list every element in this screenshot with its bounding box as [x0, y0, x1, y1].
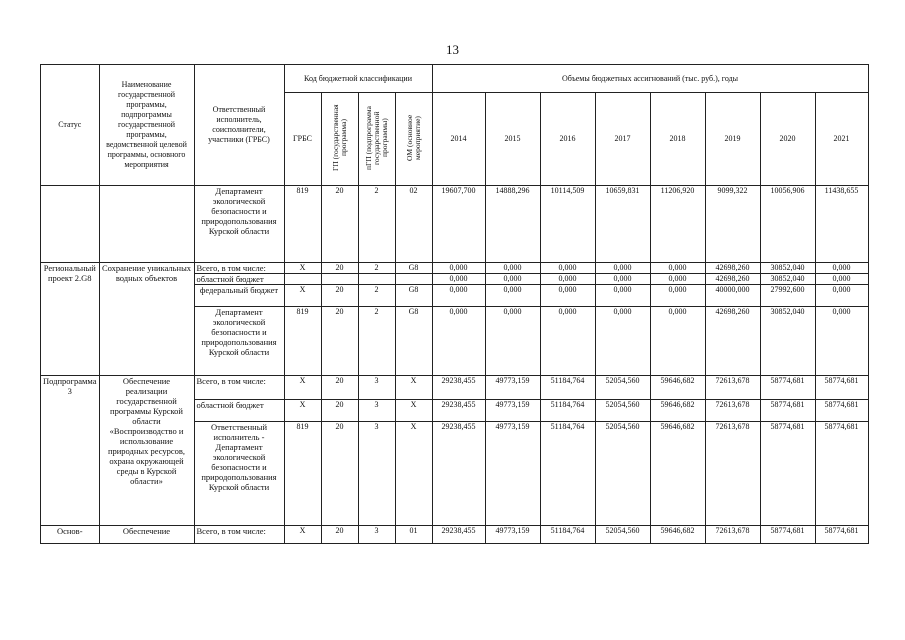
value-cell: 49773,159	[485, 400, 540, 422]
value-cell: 10056,906	[760, 186, 815, 263]
value-cell: 58774,681	[760, 376, 815, 400]
value-cell: 0,000	[815, 263, 868, 274]
grbs-cell: 819	[284, 186, 321, 263]
value-cell: 72613,678	[705, 422, 760, 526]
grbs-cell: 819	[284, 422, 321, 526]
value-cell: 30852,040	[760, 263, 815, 274]
page-number: 13	[446, 42, 459, 57]
value-cell: 0,000	[595, 263, 650, 274]
table-row	[41, 526, 869, 544]
grbs-cell: X	[284, 376, 321, 400]
value-cell: 51184,764	[540, 526, 595, 544]
value-cell: 0,000	[650, 285, 705, 307]
pgp-cell	[358, 274, 395, 285]
value-cell: 11438,655	[815, 186, 868, 263]
gp-cell: 20	[321, 400, 358, 422]
grbs-cell: X	[284, 526, 321, 544]
table-row	[41, 263, 869, 274]
value-cell: 59646,682	[650, 376, 705, 400]
header-year: 2015	[485, 93, 540, 186]
pgp-cell: 2	[358, 263, 395, 274]
value-cell: 42698,260	[705, 274, 760, 285]
value-cell: 49773,159	[485, 526, 540, 544]
om-cell	[395, 274, 432, 285]
gp-cell: 20	[321, 285, 358, 307]
value-cell: 0,000	[650, 263, 705, 274]
header-grbs: ГРБС	[284, 93, 321, 186]
om-cell: X	[395, 376, 432, 400]
gp-cell: 20	[321, 186, 358, 263]
header-year: 2017	[595, 93, 650, 186]
pgp-cell: 2	[358, 186, 395, 263]
pgp-cell: 3	[358, 526, 395, 544]
executor-cell: Всего, в том числе:	[194, 526, 284, 544]
header-status: Статус	[41, 65, 100, 186]
value-cell: 59646,682	[650, 526, 705, 544]
status-cell	[41, 186, 100, 263]
grbs-cell	[284, 274, 321, 285]
executor-cell: Департамент экологической безопасности и природопользования Курской области	[194, 186, 284, 263]
value-cell: 9099,322	[705, 186, 760, 263]
value-cell: 14888,296	[485, 186, 540, 263]
om-cell: G8	[395, 285, 432, 307]
header-row-1	[41, 65, 869, 93]
value-cell: 30852,040	[760, 274, 815, 285]
name-cell: Сохранение уникальных водных объектов	[99, 263, 194, 376]
executor-cell: областной бюджет	[194, 400, 284, 422]
value-cell: 30852,040	[760, 307, 815, 376]
grbs-cell: 819	[284, 307, 321, 376]
executor-cell: Всего, в том числе:	[194, 376, 284, 400]
value-cell: 52054,560	[595, 376, 650, 400]
table-row	[41, 376, 869, 400]
value-cell: 0,000	[540, 285, 595, 307]
value-cell: 29238,455	[432, 422, 485, 526]
value-cell: 58774,681	[815, 526, 868, 544]
executor-cell: Всего, в том числе:	[194, 263, 284, 274]
header-year: 2020	[760, 93, 815, 186]
value-cell: 72613,678	[705, 400, 760, 422]
value-cell: 42698,260	[705, 307, 760, 376]
value-cell: 58774,681	[760, 422, 815, 526]
gp-cell: 20	[321, 376, 358, 400]
om-cell: 02	[395, 186, 432, 263]
value-cell: 49773,159	[485, 376, 540, 400]
grbs-cell: X	[284, 400, 321, 422]
gp-cell	[321, 274, 358, 285]
value-cell: 59646,682	[650, 400, 705, 422]
grbs-cell: X	[284, 263, 321, 274]
header-year: 2018	[650, 93, 705, 186]
value-cell: 0,000	[650, 307, 705, 376]
status-cell: Подпрограмма 3	[41, 376, 100, 526]
gp-cell: 20	[321, 263, 358, 274]
om-cell: 01	[395, 526, 432, 544]
value-cell: 11206,920	[650, 186, 705, 263]
pgp-cell: 3	[358, 376, 395, 400]
header-year: 2014	[432, 93, 485, 186]
value-cell: 51184,764	[540, 422, 595, 526]
pgp-cell: 3	[358, 422, 395, 526]
value-cell: 0,000	[815, 285, 868, 307]
value-cell: 0,000	[432, 263, 485, 274]
value-cell: 0,000	[485, 263, 540, 274]
value-cell: 0,000	[485, 274, 540, 285]
value-cell: 0,000	[595, 274, 650, 285]
om-cell: G8	[395, 263, 432, 274]
value-cell: 0,000	[650, 274, 705, 285]
value-cell: 0,000	[815, 307, 868, 376]
pgp-cell: 2	[358, 285, 395, 307]
pgp-cell: 3	[358, 400, 395, 422]
value-cell: 29238,455	[432, 376, 485, 400]
value-cell: 0,000	[432, 285, 485, 307]
header-volume-group: Объемы бюджетных ассигнований (тыс. руб.), годы	[432, 65, 868, 93]
om-cell: G8	[395, 307, 432, 376]
header-pgp: пГП (подпрограмма государственной программы)	[358, 93, 395, 186]
name-cell: Обеспечение реализации государственной программы Курской области «Воспроизводство и использование природных ресурсов, охрана окружающей среды в Курской области»	[99, 376, 194, 526]
pgp-cell: 2	[358, 307, 395, 376]
value-cell: 10659,831	[595, 186, 650, 263]
value-cell: 51184,764	[540, 400, 595, 422]
value-cell: 29238,455	[432, 526, 485, 544]
value-cell: 52054,560	[595, 400, 650, 422]
header-executor: Ответственный исполнитель, соисполнители, участники (ГРБС)	[194, 65, 284, 186]
gp-cell: 20	[321, 307, 358, 376]
header-year: 2019	[705, 93, 760, 186]
value-cell: 42698,260	[705, 263, 760, 274]
value-cell: 10114,509	[540, 186, 595, 263]
value-cell: 27992,600	[760, 285, 815, 307]
value-cell: 58774,681	[815, 400, 868, 422]
value-cell: 72613,678	[705, 376, 760, 400]
value-cell: 58774,681	[760, 400, 815, 422]
value-cell: 29238,455	[432, 400, 485, 422]
executor-cell: областной бюджет	[194, 274, 284, 285]
executor-cell: Ответственный исполнитель - Департамент экологической безопасности и природопользования Курской области	[194, 422, 284, 526]
gp-cell: 20	[321, 422, 358, 526]
value-cell: 49773,159	[485, 422, 540, 526]
status-cell: Основ-	[41, 526, 100, 544]
table-row	[41, 186, 869, 263]
value-cell: 59646,682	[650, 422, 705, 526]
value-cell: 52054,560	[595, 526, 650, 544]
value-cell: 0,000	[432, 307, 485, 376]
header-code-group: Код бюджетной классификации	[284, 65, 432, 93]
om-cell: X	[395, 400, 432, 422]
value-cell: 0,000	[540, 307, 595, 376]
value-cell: 0,000	[485, 307, 540, 376]
value-cell: 40000,000	[705, 285, 760, 307]
value-cell: 0,000	[815, 274, 868, 285]
value-cell: 0,000	[595, 307, 650, 376]
name-cell: Обеспечение	[99, 526, 194, 544]
value-cell: 19607,700	[432, 186, 485, 263]
value-cell: 58774,681	[815, 376, 868, 400]
name-cell	[99, 186, 194, 263]
value-cell: 0,000	[540, 274, 595, 285]
header-name: Наименование государственной программы, подпрограммы государственной программы, ведомственной целевой программы, основного мероприятия	[99, 65, 194, 186]
executor-cell: Департамент экологической безопасности и природопользования Курской области	[194, 307, 284, 376]
status-cell: Региональный проект 2.G8	[41, 263, 100, 376]
value-cell: 0,000	[485, 285, 540, 307]
value-cell: 51184,764	[540, 376, 595, 400]
om-cell: X	[395, 422, 432, 526]
value-cell: 58774,681	[760, 526, 815, 544]
value-cell: 52054,560	[595, 422, 650, 526]
gp-cell: 20	[321, 526, 358, 544]
header-year: 2021	[815, 93, 868, 186]
header-gp: ГП (государственная программа)	[321, 93, 358, 186]
value-cell: 72613,678	[705, 526, 760, 544]
budget-table	[40, 64, 869, 544]
header-year: 2016	[540, 93, 595, 186]
grbs-cell: X	[284, 285, 321, 307]
executor-cell: федеральный бюджет	[194, 285, 284, 307]
value-cell: 58774,681	[815, 422, 868, 526]
value-cell: 0,000	[540, 263, 595, 274]
value-cell: 0,000	[595, 285, 650, 307]
value-cell: 0,000	[432, 274, 485, 285]
header-om: ОМ (основное мероприятие)	[395, 93, 432, 186]
